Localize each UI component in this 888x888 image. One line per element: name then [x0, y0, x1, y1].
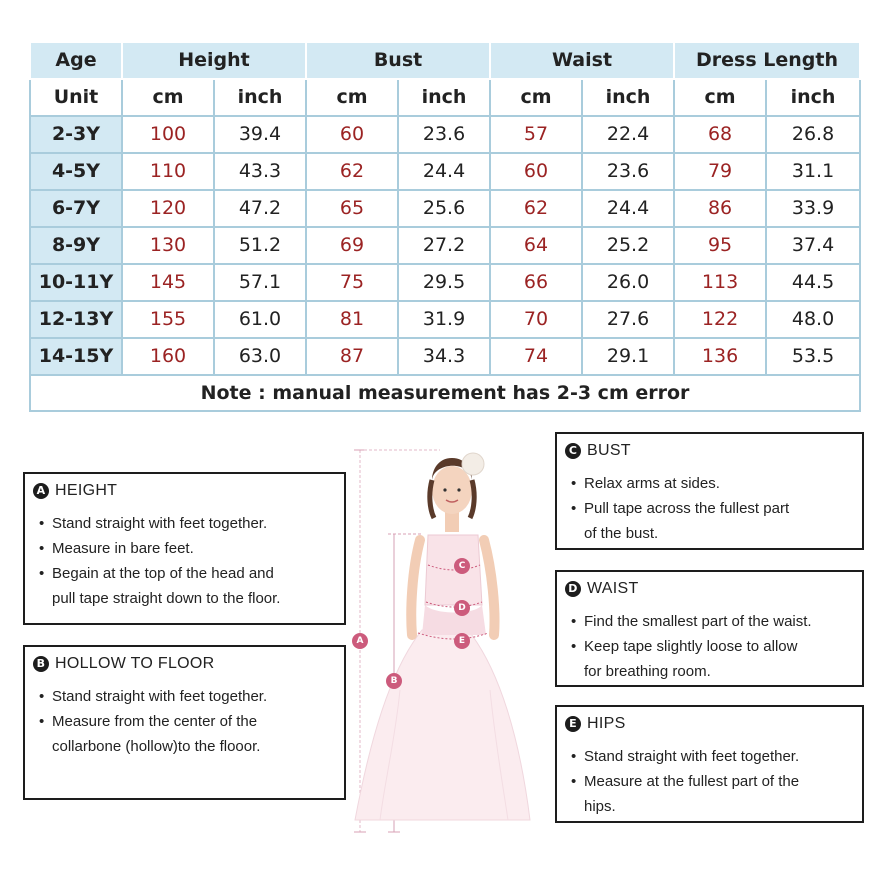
box-title-text: HIPS: [587, 715, 626, 732]
bullet-icon: •: [39, 515, 45, 532]
height-box-title: [33, 482, 117, 500]
height-instructions-box: [23, 472, 346, 625]
age-cell: 4-5Y: [30, 153, 122, 190]
bullet-icon: •: [571, 638, 577, 655]
table-row: [30, 264, 860, 301]
instruction-item: [571, 496, 854, 546]
unit-cell: cm: [306, 79, 398, 116]
instruction-text: Measure in bare feet.: [52, 540, 194, 557]
cm-value-cell: 62: [306, 153, 398, 190]
bullet-icon: •: [571, 613, 577, 630]
cm-value-cell: 79: [674, 153, 766, 190]
table-row: [30, 153, 860, 190]
instruction-text: Keep tape slightly loose to allow: [584, 638, 798, 655]
inch-value-cell: 23.6: [398, 116, 490, 153]
waist-box-title: [565, 580, 639, 598]
header-age: Age: [30, 42, 122, 79]
box-title-text: HEIGHT: [55, 482, 118, 499]
inch-value-cell: 47.2: [214, 190, 306, 227]
inch-value-cell: 27.6: [582, 301, 674, 338]
instruction-list: [571, 471, 854, 546]
inch-value-cell: 53.5: [766, 338, 860, 375]
cm-value-cell: 120: [122, 190, 214, 227]
bullet-icon: •: [39, 565, 45, 582]
cm-value-cell: 64: [490, 227, 582, 264]
letter-badge-icon: B: [33, 656, 49, 672]
inch-value-cell: 31.1: [766, 153, 860, 190]
inch-value-cell: 23.6: [582, 153, 674, 190]
instruction-text: Relax arms at sides.: [584, 475, 720, 492]
table-row: [30, 190, 860, 227]
bust-box-title: [565, 442, 631, 460]
table-row: [30, 227, 860, 264]
instruction-item: [571, 769, 854, 819]
instruction-list: [39, 511, 336, 611]
measurement-note: Note : manual measurement has 2-3 cm error: [30, 375, 860, 411]
table-unit-row: [30, 79, 860, 116]
cm-value-cell: 122: [674, 301, 766, 338]
instruction-list: [571, 609, 854, 684]
cm-value-cell: 69: [306, 227, 398, 264]
cm-value-cell: 113: [674, 264, 766, 301]
inch-value-cell: 27.2: [398, 227, 490, 264]
bullet-icon: •: [571, 500, 577, 517]
age-cell: 12-13Y: [30, 301, 122, 338]
inch-value-cell: 24.4: [582, 190, 674, 227]
hips-instructions-box: [555, 705, 864, 823]
unit-cell: inch: [582, 79, 674, 116]
table-row: [30, 301, 860, 338]
instruction-item: [39, 561, 336, 611]
bust-instructions-box: [555, 432, 864, 550]
cm-value-cell: 87: [306, 338, 398, 375]
instruction-text: Pull tape across the fullest part: [584, 500, 790, 517]
cm-value-cell: 100: [122, 116, 214, 153]
cm-value-cell: 68: [674, 116, 766, 153]
instruction-text: Stand straight with feet together.: [52, 515, 268, 532]
unit-cell: cm: [674, 79, 766, 116]
instruction-text: hips.: [584, 798, 616, 815]
inch-value-cell: 26.0: [582, 264, 674, 301]
bullet-icon: •: [571, 475, 577, 492]
hollow-box-title: [33, 655, 215, 673]
instruction-text: Begain at the top of the head and: [52, 565, 274, 582]
cm-value-cell: 110: [122, 153, 214, 190]
waist-instructions-box: [555, 570, 864, 687]
age-cell: 14-15Y: [30, 338, 122, 375]
size-chart-table: [29, 41, 861, 412]
inch-value-cell: 25.2: [582, 227, 674, 264]
age-cell: 8-9Y: [30, 227, 122, 264]
unit-cell: cm: [490, 79, 582, 116]
cm-value-cell: 57: [490, 116, 582, 153]
table-note-row: [30, 375, 860, 411]
cm-value-cell: 60: [306, 116, 398, 153]
inch-value-cell: 44.5: [766, 264, 860, 301]
header-dress-length: Dress Length: [674, 42, 860, 79]
instruction-text: Measure from the center of the: [52, 713, 258, 730]
cm-value-cell: 70: [490, 301, 582, 338]
hollow-to-floor-instructions-box: [23, 645, 346, 800]
inch-value-cell: 34.3: [398, 338, 490, 375]
table-header-row: [30, 42, 860, 79]
box-title-text: BUST: [587, 442, 631, 459]
unit-cell: inch: [214, 79, 306, 116]
instruction-text: pull tape straight down to the floor.: [52, 590, 281, 607]
instruction-item: [39, 536, 336, 561]
instruction-text: of the bust.: [584, 525, 659, 542]
bullet-icon: •: [571, 773, 577, 790]
instruction-item: [571, 609, 854, 634]
instruction-text: Measure at the fullest part of the: [584, 773, 800, 790]
box-title-text: WAIST: [587, 580, 639, 597]
letter-badge-icon: E: [565, 716, 581, 732]
unit-cell: inch: [398, 79, 490, 116]
cm-value-cell: 160: [122, 338, 214, 375]
header-waist: Waist: [490, 42, 674, 79]
marker-d: D: [454, 600, 470, 616]
table-row: [30, 116, 860, 153]
cm-value-cell: 86: [674, 190, 766, 227]
inch-value-cell: 25.6: [398, 190, 490, 227]
inch-value-cell: 24.4: [398, 153, 490, 190]
cm-value-cell: 60: [490, 153, 582, 190]
age-cell: 10-11Y: [30, 264, 122, 301]
inch-value-cell: 51.2: [214, 227, 306, 264]
header-height: Height: [122, 42, 306, 79]
instruction-list: [571, 744, 854, 819]
instruction-text: collarbone (hollow)to the flooor.: [52, 738, 261, 755]
bullet-icon: •: [39, 713, 45, 730]
marker-e: E: [454, 633, 470, 649]
inch-value-cell: 57.1: [214, 264, 306, 301]
inch-value-cell: 43.3: [214, 153, 306, 190]
marker-b: B: [386, 673, 402, 689]
box-title-text: HOLLOW TO FLOOR: [55, 655, 215, 672]
unit-label: Unit: [30, 79, 122, 116]
cm-value-cell: 136: [674, 338, 766, 375]
instruction-item: [39, 684, 336, 709]
inch-value-cell: 29.1: [582, 338, 674, 375]
girl-dress-illustration: [330, 440, 560, 840]
bullet-icon: •: [571, 748, 577, 765]
inch-value-cell: 33.9: [766, 190, 860, 227]
age-cell: 2-3Y: [30, 116, 122, 153]
header-bust: Bust: [306, 42, 490, 79]
cm-value-cell: 65: [306, 190, 398, 227]
instruction-item: [571, 744, 854, 769]
inch-value-cell: 31.9: [398, 301, 490, 338]
hips-box-title: [565, 715, 626, 733]
instruction-item: [39, 709, 336, 759]
inch-value-cell: 61.0: [214, 301, 306, 338]
inch-value-cell: 37.4: [766, 227, 860, 264]
inch-value-cell: 26.8: [766, 116, 860, 153]
age-cell: 6-7Y: [30, 190, 122, 227]
unit-cell: inch: [766, 79, 860, 116]
cm-value-cell: 62: [490, 190, 582, 227]
letter-badge-icon: A: [33, 483, 49, 499]
cm-value-cell: 95: [674, 227, 766, 264]
instruction-list: [39, 684, 336, 759]
cm-value-cell: 145: [122, 264, 214, 301]
cm-value-cell: 155: [122, 301, 214, 338]
inch-value-cell: 22.4: [582, 116, 674, 153]
table-row: [30, 338, 860, 375]
letter-badge-icon: D: [565, 581, 581, 597]
letter-badge-icon: C: [565, 443, 581, 459]
instruction-item: [571, 471, 854, 496]
cm-value-cell: 130: [122, 227, 214, 264]
marker-a: A: [352, 633, 368, 649]
unit-cell: cm: [122, 79, 214, 116]
instruction-text: Stand straight with feet together.: [584, 748, 800, 765]
instruction-text: Stand straight with feet together.: [52, 688, 268, 705]
marker-c: C: [454, 558, 470, 574]
instruction-item: [571, 634, 854, 684]
cm-value-cell: 74: [490, 338, 582, 375]
cm-value-cell: 75: [306, 264, 398, 301]
instruction-text: Find the smallest part of the waist.: [584, 613, 812, 630]
bullet-icon: •: [39, 540, 45, 557]
cm-value-cell: 81: [306, 301, 398, 338]
bullet-icon: •: [39, 688, 45, 705]
inch-value-cell: 63.0: [214, 338, 306, 375]
instruction-item: [39, 511, 336, 536]
cm-value-cell: 66: [490, 264, 582, 301]
inch-value-cell: 39.4: [214, 116, 306, 153]
inch-value-cell: 29.5: [398, 264, 490, 301]
instruction-text: for breathing room.: [584, 663, 711, 680]
inch-value-cell: 48.0: [766, 301, 860, 338]
